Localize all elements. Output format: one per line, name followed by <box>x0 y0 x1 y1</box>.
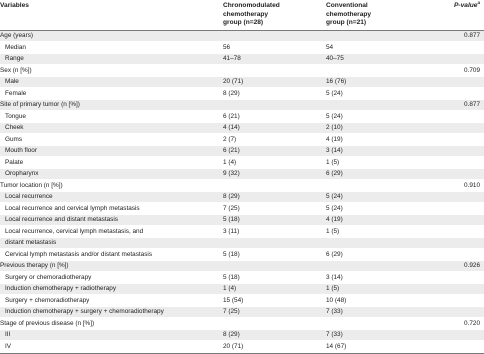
row-label: Previous therapy (n [%]) <box>0 262 69 269</box>
chronomodulated-value: 2 (7) <box>223 135 237 143</box>
chronomodulated-value: 7 (25) <box>223 204 240 212</box>
row-label: Male <box>5 78 19 85</box>
chronomodulated-value: 8 (29) <box>223 89 240 97</box>
table-row <box>0 135 484 145</box>
p-value: 0.709 <box>464 66 480 74</box>
table-row <box>0 204 484 214</box>
table-row <box>0 169 484 179</box>
row-label: Induction chemotherapy + radiotherapy <box>5 285 117 292</box>
conventional-value: 6 (29) <box>326 170 343 177</box>
pvalue-footnote-marker: a <box>477 0 480 5</box>
table-row <box>0 158 484 168</box>
table-row <box>0 31 484 41</box>
table-row <box>0 238 484 248</box>
conventional-value: 1 (5) <box>326 158 340 166</box>
row-label: Local recurrence and distant metastasis <box>5 216 118 223</box>
row-label: Age (years) <box>0 32 34 39</box>
table-row <box>0 192 484 202</box>
header-conventional-group <box>326 2 371 28</box>
chronomodulated-value: 6 (21) <box>223 147 240 154</box>
conventional-value: 3 (14) <box>326 147 343 154</box>
row-label: Oropharynx <box>5 170 39 177</box>
p-value: 0.926 <box>464 262 480 269</box>
row-label: Induction chemotherapy + surgery + chemoradiotherapy <box>5 308 164 315</box>
conventional-value: 1 (5) <box>326 285 340 292</box>
row-label: Female <box>5 89 27 97</box>
conventional-value: 14 (67) <box>326 342 347 350</box>
pvalue-label: P-value <box>454 2 478 9</box>
chronomodulated-value: 15 (54) <box>223 296 244 304</box>
header-group1-line: Chronomodulated <box>223 2 280 9</box>
conventional-value: 5 (24) <box>326 89 343 97</box>
row-label: Stage of previous disease (n [%]) <box>0 319 95 327</box>
chronomodulated-value: 1 (4) <box>223 285 237 292</box>
table-row <box>0 43 484 53</box>
table-row <box>0 250 484 260</box>
conventional-value: 5 (24) <box>326 204 343 212</box>
chronomodulated-value: 9 (32) <box>223 170 240 177</box>
conventional-value: 40–75 <box>326 55 344 62</box>
row-label: Surgery or chemoradiotherapy <box>5 273 92 281</box>
conventional-value: 2 (10) <box>326 124 343 131</box>
row-label: Local recurrence <box>5 193 53 200</box>
chronomodulated-value: 6 (21) <box>223 112 240 120</box>
row-label: Palate <box>5 158 24 166</box>
conventional-value: 54 <box>326 43 334 51</box>
row-label: Median <box>5 43 26 51</box>
table-row <box>0 319 484 329</box>
row-label: Range <box>5 55 24 62</box>
conventional-value: 10 (48) <box>326 296 347 304</box>
row-label: Cheek <box>5 124 24 131</box>
chronomodulated-value: 4 (14) <box>223 124 240 131</box>
conventional-value: 16 (76) <box>326 78 347 85</box>
conventional-value: 3 (14) <box>326 273 343 281</box>
table-row <box>0 66 484 76</box>
table-row <box>0 54 484 64</box>
header-group1-line: group (n=28) <box>223 19 264 27</box>
table-row <box>0 261 484 271</box>
row-label: Sex (n [%]) <box>0 66 32 74</box>
header-group2-line: chemotherapy <box>326 10 372 18</box>
header-chronomodulated-group <box>223 2 280 28</box>
row-label: IV <box>5 342 12 350</box>
table-row <box>0 123 484 133</box>
chronomodulated-value: 41–78 <box>223 55 241 62</box>
row-label: Surgery + chemoradiotherapy <box>5 296 90 304</box>
table-row <box>0 273 484 283</box>
row-label: Tumor location (n [%]) <box>0 181 63 189</box>
conventional-value: 4 (19) <box>326 135 343 143</box>
table-row <box>0 77 484 87</box>
row-label: Mouth floor <box>5 147 37 154</box>
chronomodulated-value: 5 (18) <box>223 216 240 223</box>
row-label: distant metastasis <box>5 239 57 246</box>
header-group2-line: Conventional <box>326 2 368 9</box>
chronomodulated-value: 20 (71) <box>223 78 244 85</box>
row-label: Local recurrence and cervical lymph metastasis <box>5 204 140 212</box>
table-row <box>0 181 484 191</box>
table-row <box>0 112 484 122</box>
row-label: Cervical lymph metastasis and/or distant metastasis <box>5 250 153 258</box>
table-row <box>0 100 484 110</box>
p-value: 0.877 <box>464 101 480 108</box>
conventional-value: 6 (29) <box>326 250 343 258</box>
p-value: 0.720 <box>464 319 480 327</box>
chronomodulated-value: 8 (29) <box>223 331 240 338</box>
table-row <box>0 227 484 237</box>
header-variables: Variables <box>0 2 29 9</box>
table-row <box>0 342 484 352</box>
table-row <box>0 215 484 225</box>
header-group2-line: group (n=21) <box>326 19 367 27</box>
conventional-value: 5 (24) <box>326 193 343 200</box>
row-label: Site of primary tumor (n [%]) <box>0 101 80 108</box>
conventional-value: 5 (24) <box>326 112 343 120</box>
chronomodulated-value: 56 <box>223 43 231 51</box>
chronomodulated-value: 7 (25) <box>223 308 240 315</box>
p-value: 0.877 <box>464 32 480 39</box>
table-row <box>0 296 484 306</box>
chronomodulated-value: 5 (18) <box>223 273 240 281</box>
p-value: 0.910 <box>464 181 480 189</box>
table-row <box>0 146 484 156</box>
row-label: Gums <box>5 135 23 143</box>
table-row <box>0 89 484 99</box>
table-row <box>0 307 484 317</box>
chronomodulated-value: 3 (11) <box>223 227 240 235</box>
header-pvalue <box>454 2 480 11</box>
chronomodulated-value: 20 (71) <box>223 342 244 350</box>
chronomodulated-value: 5 (18) <box>223 250 240 258</box>
conventional-value: 1 (5) <box>326 227 340 235</box>
chronomodulated-value: 8 (29) <box>223 193 240 200</box>
header-group1-line: chemotherapy <box>223 10 269 18</box>
row-label: III <box>5 331 11 338</box>
conventional-value: 7 (33) <box>326 308 343 315</box>
table-row <box>0 284 484 294</box>
chronomodulated-value: 1 (4) <box>223 158 237 166</box>
row-label: Local recurrence, cervical lymph metastasis, and <box>5 227 144 235</box>
conventional-value: 7 (33) <box>326 331 343 338</box>
row-label: Tongue <box>5 112 26 120</box>
conventional-value: 4 (19) <box>326 216 343 223</box>
table-row <box>0 330 484 340</box>
